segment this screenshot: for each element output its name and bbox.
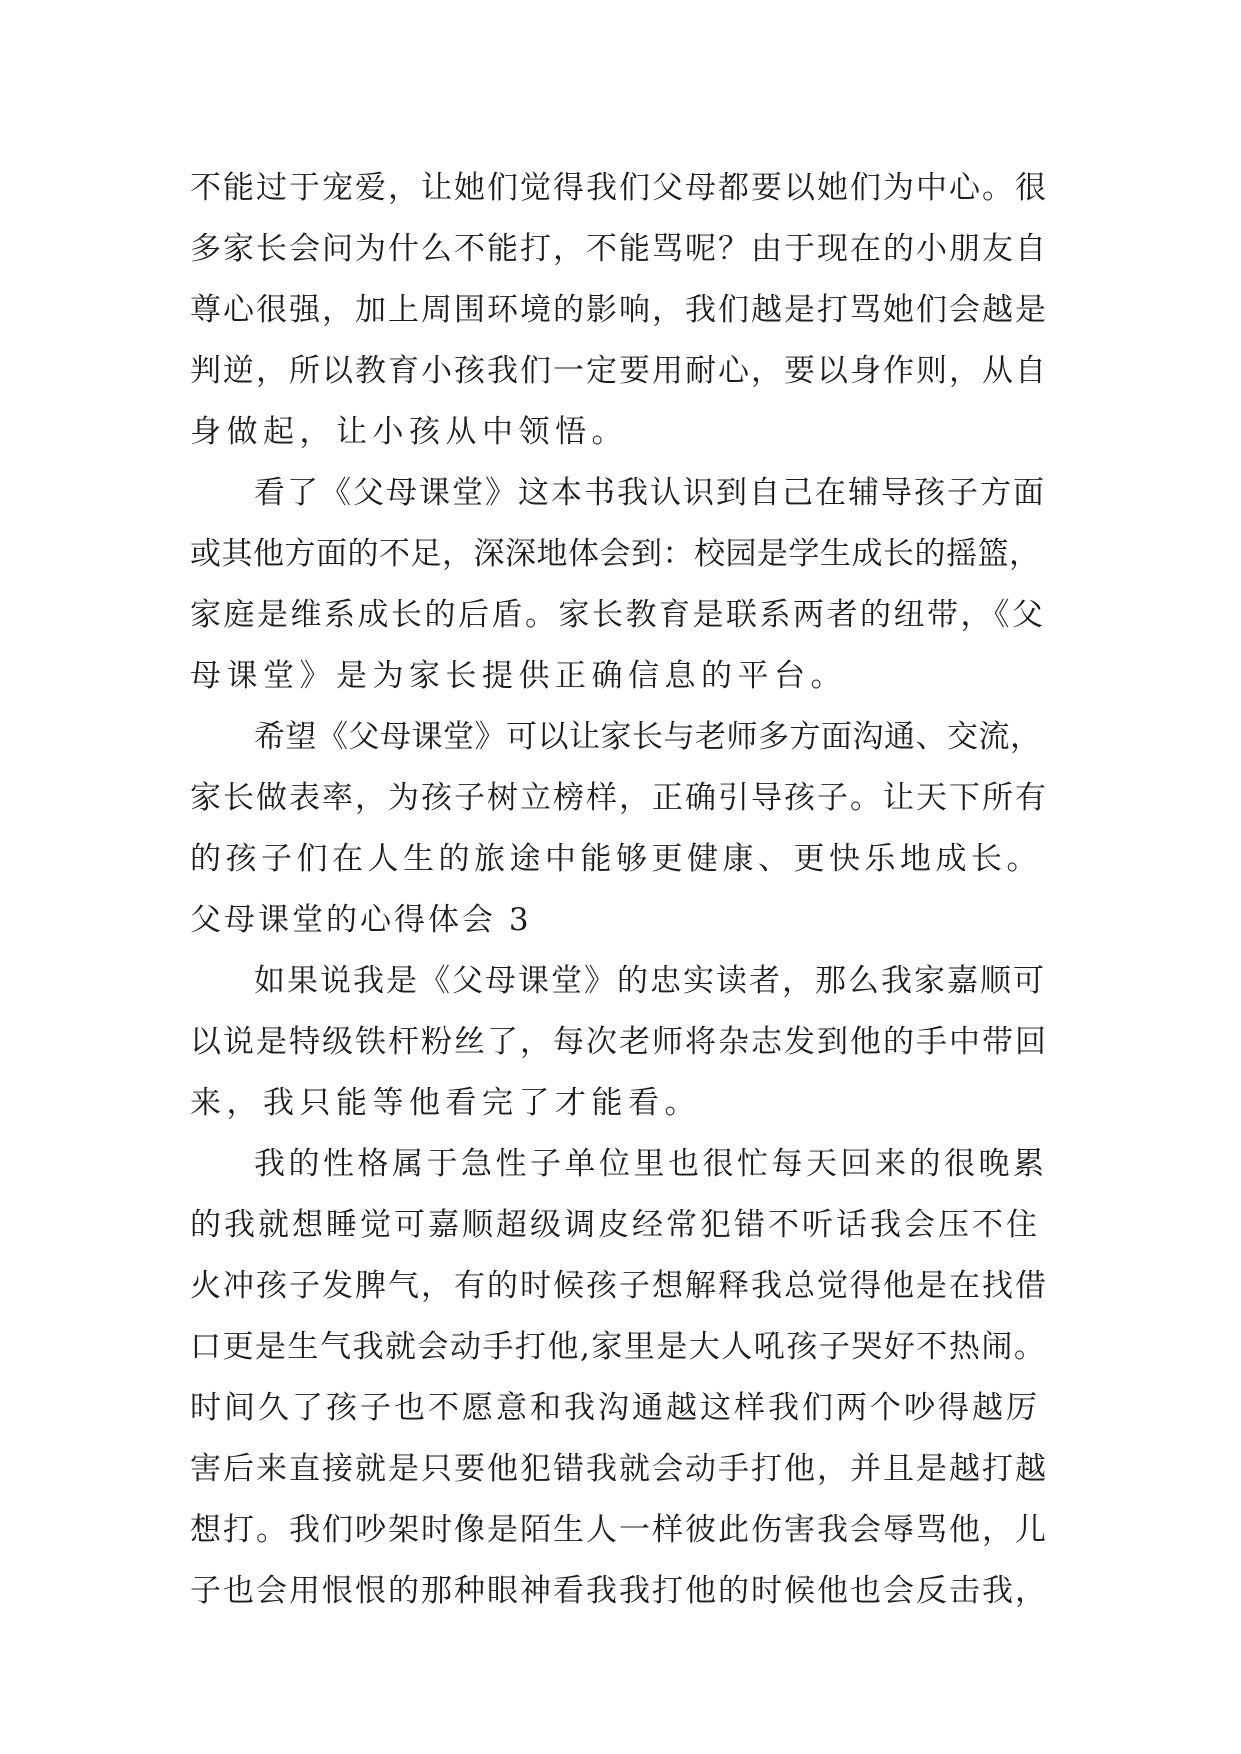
section-heading: 父母课堂的心得体会 3: [190, 902, 532, 938]
text-line: 判逆，所以教育小孩我们一定要用耐心，要以身作则，从自: [190, 353, 1048, 389]
text-line: 想打。我们吵架时像是陌生人一样彼此伤害我会辱骂他，儿: [190, 1512, 1048, 1548]
text-line: 家长做表率，为孩子树立榜样，正确引导孩子。让天下所有: [190, 780, 1048, 816]
text-line: 害后来直接就是只要他犯错我就会动手打他，并且是越打越: [190, 1451, 1048, 1487]
text-line: 子也会用恨恨的那种眼神看我我打他的时候他也会反击我，: [190, 1573, 1048, 1609]
text-line: 希望《父母课堂》可以让家长与老师多方面沟通、交流，: [254, 719, 1042, 755]
text-line: 时间久了孩子也不愿意和我沟通越这样我们两个吵得越厉: [190, 1390, 1040, 1426]
text-line: 火冲孩子发脾气，有的时候孩子想解释我总觉得他是在找借: [190, 1268, 1048, 1304]
text-line: 我的性格属于急性子单位里也很忙每天回来的很晚累: [254, 1146, 1048, 1182]
document-body: [190, 158, 1050, 1622]
text-line: 或其他方面的不足，深深地体会到：校园是学生成长的摇篮，: [190, 536, 1041, 572]
text-line: 的我就想睡觉可嘉顺超级调皮经常犯错不听话我会压不住: [190, 1207, 1040, 1243]
text-line: 看了《父母课堂》这本书我认识到自己在辅导孩子方面: [254, 475, 1046, 511]
text-line: 家庭是维系成长的后盾。家长教育是联系两者的纽带，《父: [190, 597, 1046, 633]
text-line: 身做起，让小孩从中领悟。: [190, 414, 628, 450]
text-line: 的孩子们在人生的旅途中能够更健康、更快乐地成长。: [190, 841, 1042, 877]
text-line: 如果说我是《父母课堂》的忠实读者，那么我家嘉顺可: [254, 963, 1046, 999]
text-line: 口更是生气我就会动手打他,家里是大人吼孩子哭好不热闹。: [190, 1329, 1047, 1365]
text-line: 多家长会问为什么不能打，不能骂呢？由于现在的小朋友自: [190, 231, 1048, 267]
text-line: 来，我只能等他看完了才能看。: [190, 1085, 701, 1121]
text-line: 母课堂》是为家长提供正确信息的平台。: [190, 658, 847, 694]
text-line: 不能过于宠爱，让她们觉得我们父母都要以她们为中心。很: [190, 170, 1048, 206]
text-line: 以说是特级铁杆粉丝了，每次老师将杂志发到他的手中带回: [190, 1024, 1048, 1060]
text-line: 尊心很强，加上周围环境的影响，我们越是打骂她们会越是: [190, 292, 1048, 328]
